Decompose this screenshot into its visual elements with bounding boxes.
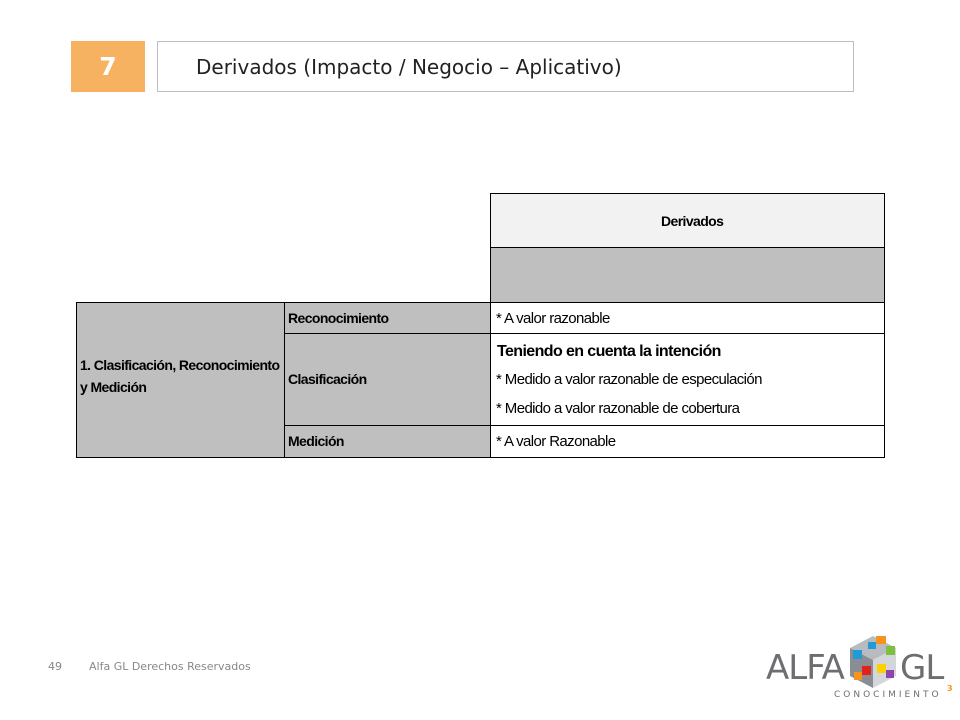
logo-alfa-text: ALFA: [766, 648, 844, 688]
row-value-clasificacion-line-2: * Medido a valor razonable de cobertura: [496, 400, 740, 417]
row-value-clasificacion-line-1: * Medido a valor razonable de especulación: [496, 371, 762, 388]
row-label-reconocimiento: Reconocimiento: [288, 310, 389, 326]
row-value-cell-clasificacion: [490, 333, 885, 426]
page-number: 49: [48, 660, 62, 673]
row-label-clasificacion: Clasificación: [288, 371, 367, 387]
row-label-medicion: Medición: [288, 433, 344, 449]
slide-title-box: [157, 41, 854, 92]
column-header-cell: [490, 193, 885, 248]
cube-icon: [846, 634, 900, 690]
row-value-cell-medicion: [490, 425, 885, 458]
section-label: 1. Clasificación, Reconocimiento y Medición: [80, 357, 280, 395]
column-subheader-cell: [490, 247, 885, 303]
row-value-reconocimiento: * A valor razonable: [496, 310, 610, 327]
row-value-clasificacion-heading: Teniendo en cuenta la intención: [497, 343, 721, 360]
alfa-gl-logo: [764, 630, 954, 714]
row-value-cell-reconocimiento: [490, 302, 885, 334]
slide-title: Derivados (Impacto / Negocio – Aplicativo): [196, 54, 622, 79]
section-label-cell: [76, 302, 285, 458]
logo-subtitle: CONOCIMIENTO: [834, 690, 942, 700]
logo-superscript: 3: [947, 684, 953, 693]
column-header-label: Derivados: [661, 213, 724, 229]
row-label-cell-clasificacion: [284, 333, 491, 426]
section-number-badge: 7: [71, 41, 145, 92]
row-value-medicion: * A valor Razonable: [496, 433, 616, 450]
logo-gl-text: GL: [900, 648, 944, 688]
row-label-cell-reconocimiento: [284, 302, 491, 334]
row-label-cell-medicion: [284, 425, 491, 458]
copyright-text: Alfa GL Derechos Reservados: [89, 660, 251, 673]
